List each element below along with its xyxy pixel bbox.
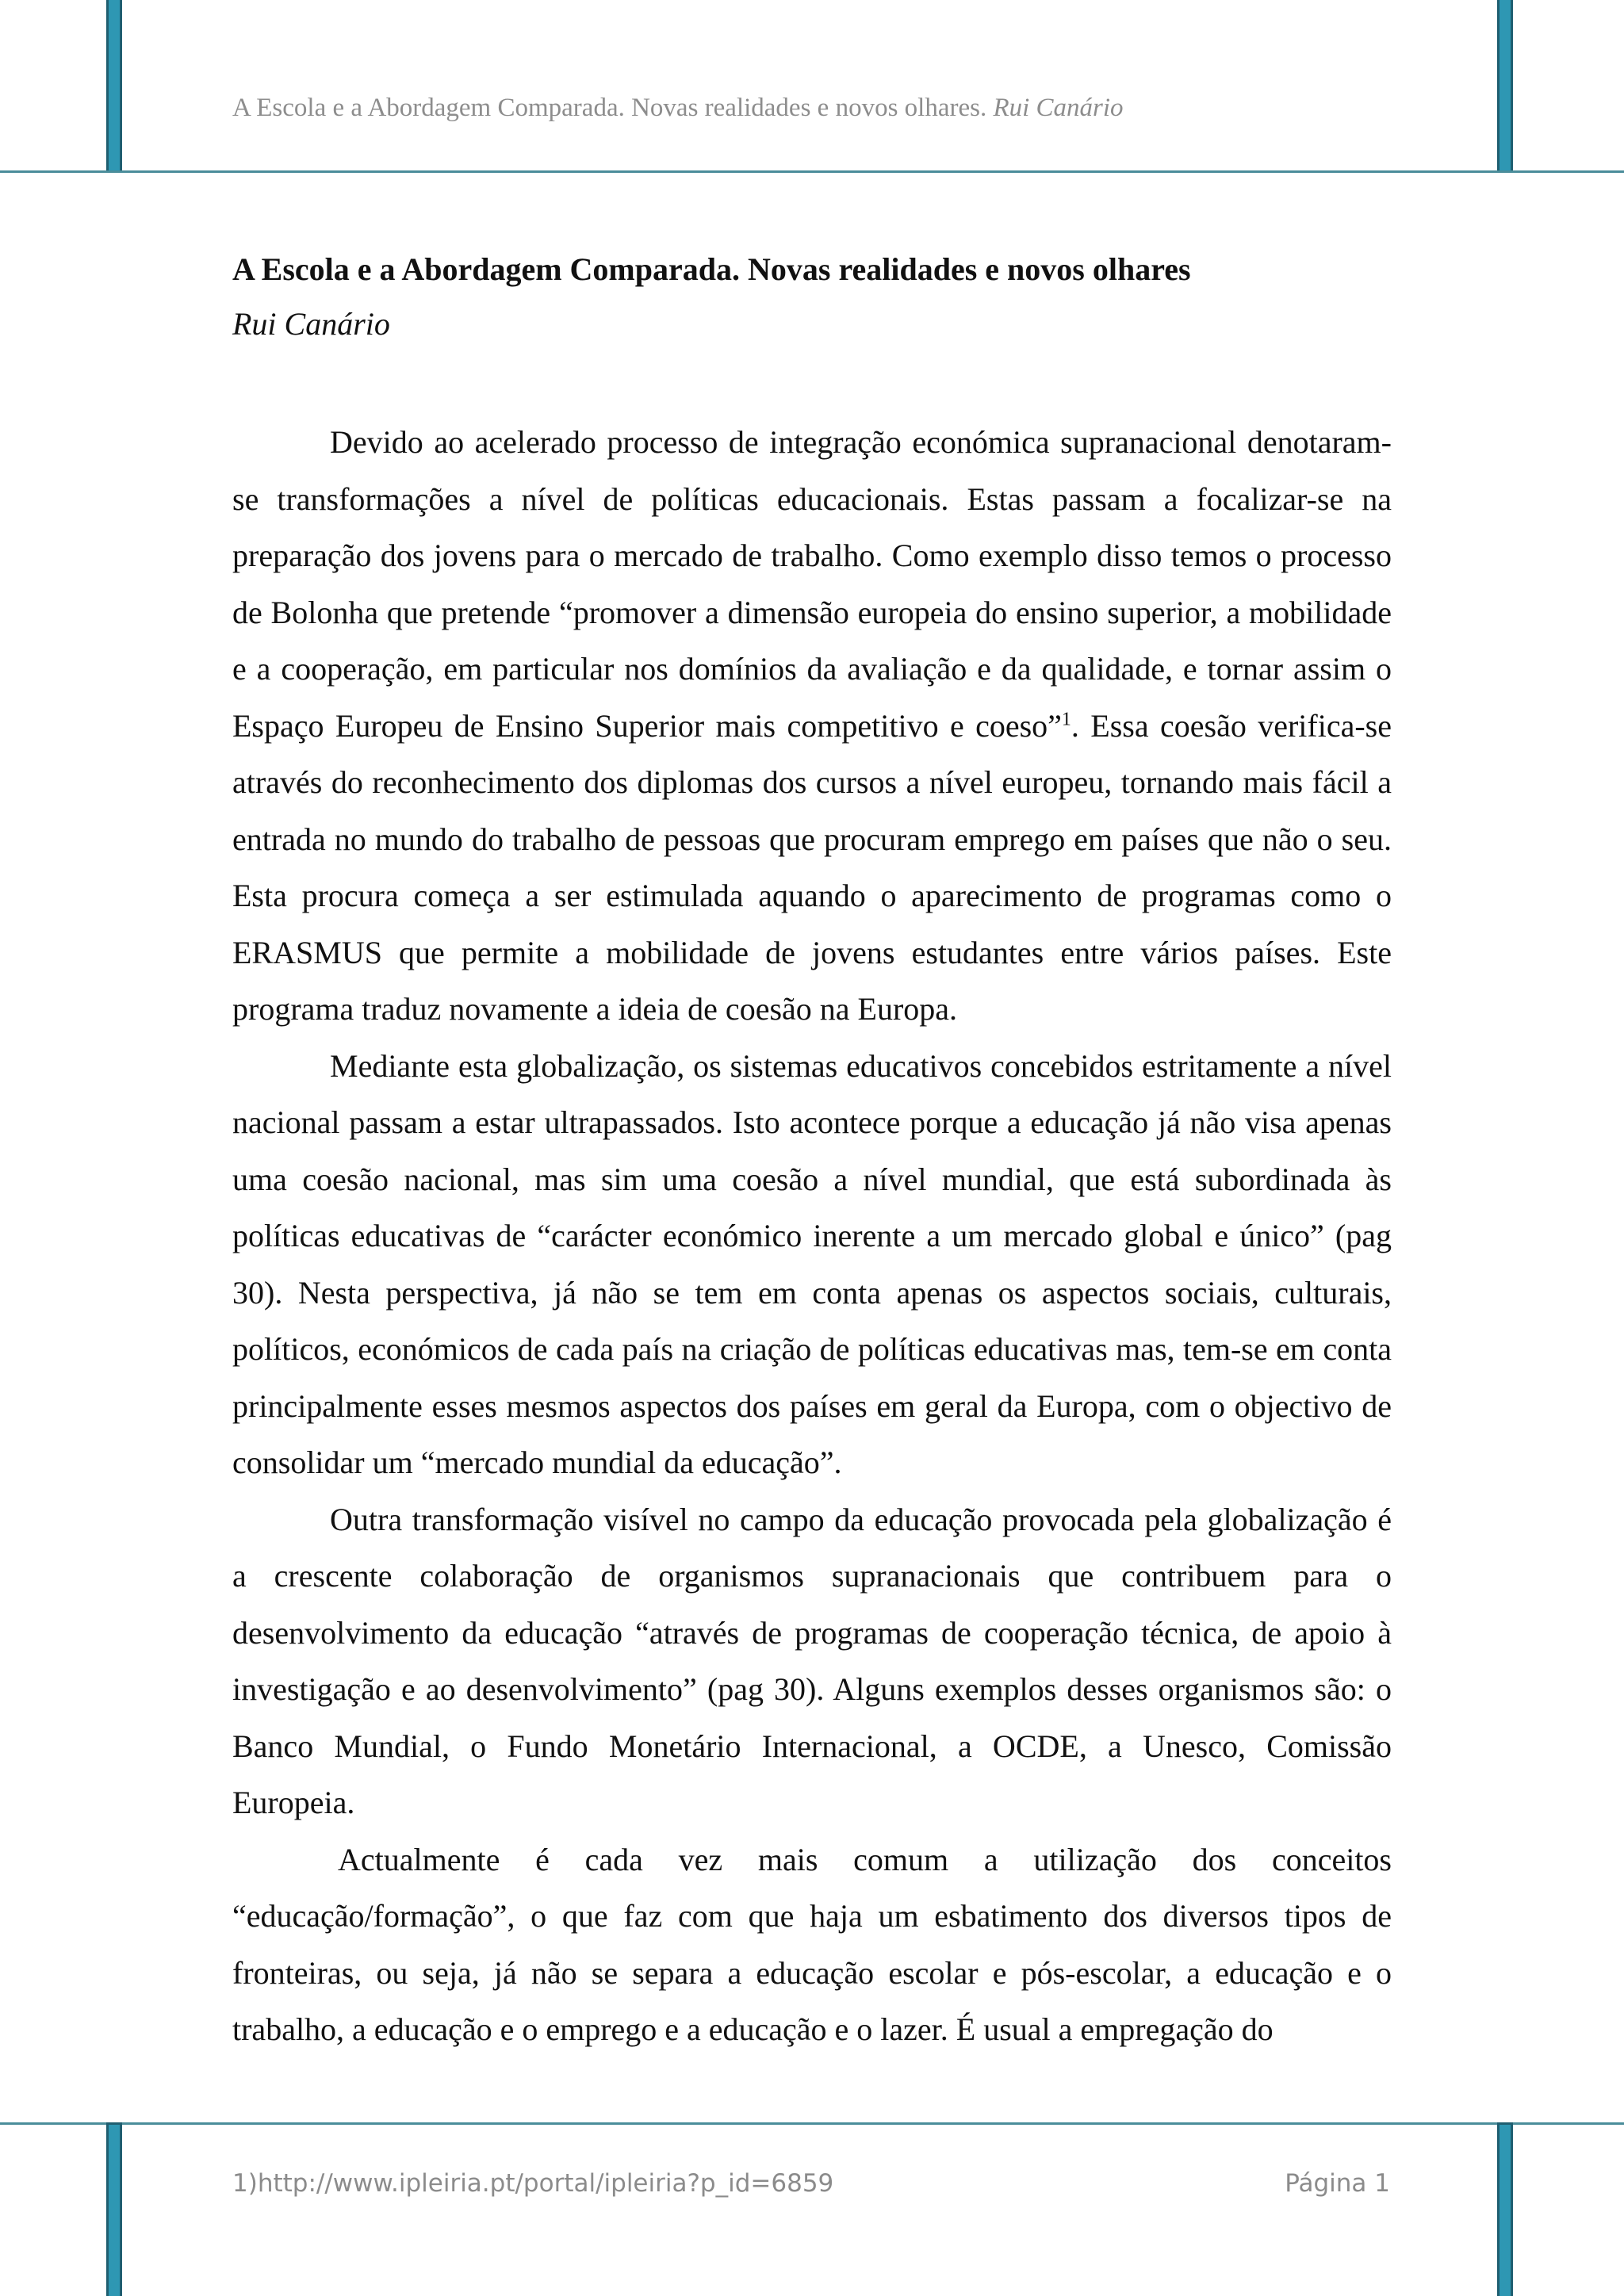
paragraph-1-continuation: . Essa coesão verifica-se através do reconhecimento dos diplomas dos cursos a nível europeu, tornando mais fácil a entrada no mundo do trabalho de pessoas que procuram emprego em países que não o seu. Esta procura começa a ser estimulada aquando o aparecimento de programas como o ERASMUS que permite a mobilidade de jovens estudantes entre vários países. Este programa traduz novamente a ideia de coesão na Europa. — [232, 707, 1392, 1027]
running-header — [232, 94, 1124, 123]
footnote-marker: 1 — [1061, 709, 1071, 730]
footer-right-tab — [1497, 2122, 1513, 2296]
footer-left-tab — [106, 2122, 122, 2296]
header-right-tab — [1497, 0, 1513, 173]
running-header-author: Rui Canário — [993, 94, 1124, 122]
running-header-title: A Escola e a Abordagem Comparada. Novas realidades e novos olhares. — [232, 94, 987, 122]
header-left-tab — [106, 0, 122, 173]
page-number: Página 1 — [1285, 2169, 1390, 2198]
paragraph-3: Outra transformação visível no campo da educação provocada pela globalização é a crescente colaboração de organismos supranacionais que contribuem para o desenvolvimento da educação “através de programas de cooperação técnica, de apoio à investigação e ao desenvolvimento” (pag 30). Alguns exemplos desses organismos são: o Banco Mundial, o Fundo Monetário Internacional, a OCDE, a Unesco, Comissão Europeia. — [232, 1501, 1392, 1820]
header-rule — [0, 170, 1624, 173]
footnote-link[interactable]: 1)http://www.ipleiria.pt/portal/ipleiria?p_id=6859 — [232, 2169, 834, 2198]
paragraph-1-text: Devido ao acelerado processo de integração económica supranacional denotaram-se transformações a nível de políticas educacionais. Estas passam a focalizar-se na preparação dos jovens para o mercado de trabalho. Como exemplo disso temos o processo de Bolonha que pretende “promover a dimensão europeia do ensino superior, a mobilidade e a cooperação, em particular nos domínios da avaliação e da qualidade, e tornar assim o Espaço Europeu de Ensino Superior mais competitivo e coeso” — [232, 424, 1392, 744]
body-text — [232, 414, 1392, 2058]
document-author: Rui Canário — [232, 306, 390, 342]
footer-rule — [0, 2122, 1624, 2125]
paragraph-4: Actualmente é cada vez mais comum a utilização dos conceitos “educação/formação”, o que faz com que haja um esbatimento dos diversos tipos de fronteiras, ou seja, já não se separa a educação escolar e pós-escolar, a educação e o trabalho, a educação e o emprego e a educação e o lazer. É usual a empregação do — [232, 1841, 1392, 2047]
paragraph-1 — [232, 414, 1392, 1038]
document-title: A Escola e a Abordagem Comparada. Novas realidades e novos olhares — [232, 251, 1191, 287]
paragraph-2: Mediante esta globalização, os sistemas educativos concebidos estritamente a nível nacional passam a estar ultrapassados. Isto acontece porque a educação já não visa apenas uma coesão nacional, mas sim uma coesão a nível mundial, que está subordinada às políticas educativas de “carácter económico inerente a um mercado global e único” (pag 30). Nesta perspectiva, já não se tem em conta apenas os aspectos sociais, culturais, políticos, económicos de cada país na criação de políticas educativas mas, tem-se em conta principalmente esses mesmos aspectos dos países em geral da Europa, com o objectivo de consolidar um “mercado mundial da educação”. — [232, 1047, 1392, 1480]
